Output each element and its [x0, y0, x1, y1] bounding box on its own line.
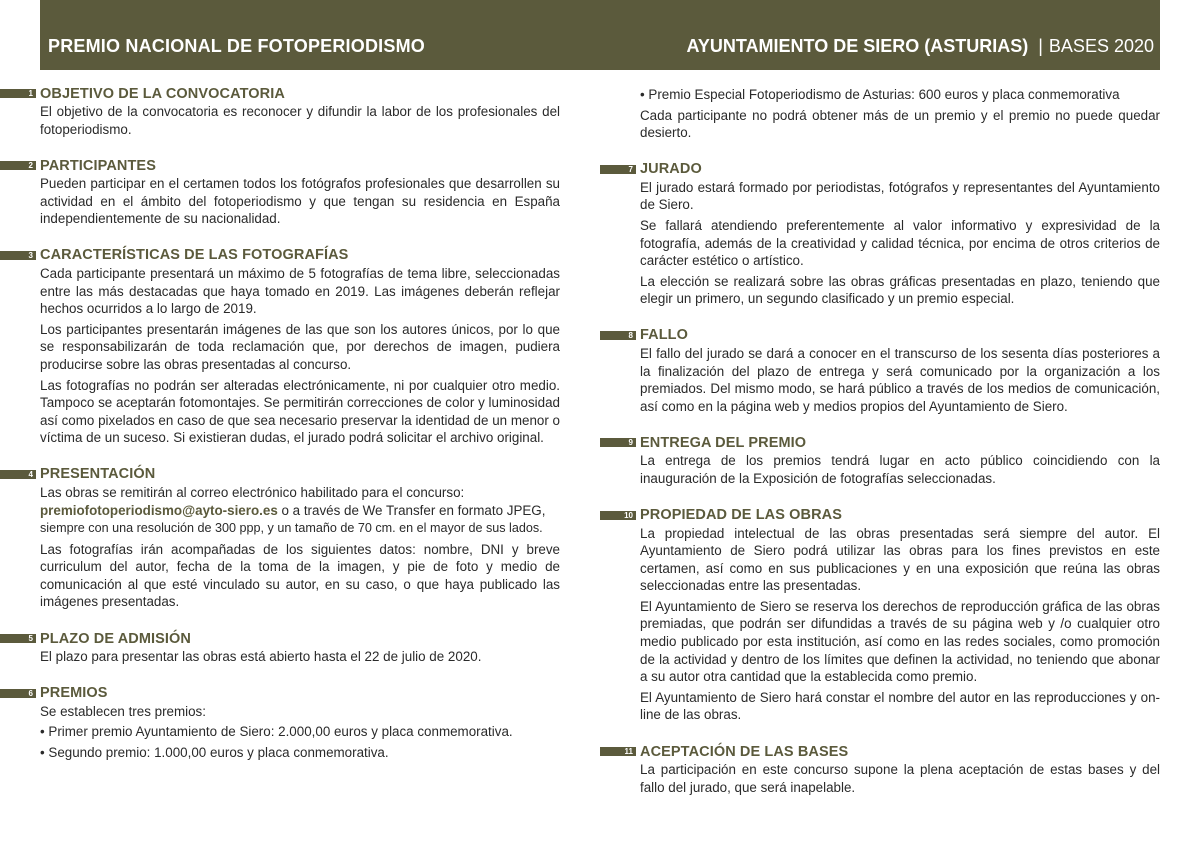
section-body: [40, 175, 560, 228]
paragraph: El fallo del jurado se dará a conocer en el transcurso de los sesenta días posteriores a la finalización del plazo de entrega y será comunicado por la organización a los premiados. Del mismo modo, se hará público a través de los medios de comunicación, así como en la página web y medios propios del Ayuntamiento de Siero.: [640, 345, 1160, 414]
paragraph-text: siempre con una resolución de 300 ppp, y un tamaño de 70 cm. en el mayor de sus lados.: [40, 521, 543, 536]
paragraph-text: o a través de We Transfer en formato JPEG,: [277, 502, 546, 518]
section-participantes: [0, 156, 560, 228]
section-number-badge: 8: [600, 331, 636, 340]
header-organization: AYUNTAMIENTO DE SIERO (ASTURIAS): [686, 36, 1029, 56]
email-link[interactable]: premiofotoperiodismo@ayto-siero.es: [40, 502, 278, 518]
section-title: PREMIOS: [40, 685, 108, 702]
section-body: [40, 703, 560, 762]
page-header: [40, 0, 1160, 70]
section-heading: [600, 742, 1160, 761]
paragraph: Se establecen tres premios:: [40, 703, 206, 719]
section-title: CARACTERÍSTICAS DE LAS FOTOGRAFÍAS: [40, 247, 349, 264]
section-premios: [0, 684, 560, 762]
paragraph-text: Las obras se remitirán al correo electrónico habilitado para el concurso:: [40, 484, 465, 500]
section-heading: [600, 506, 1160, 525]
section-heading: [0, 465, 560, 484]
section-body: [40, 265, 560, 447]
bullet-item: • Premio Especial Fotoperiodismo de Asturias: 600 euros y placa conmemorativa: [640, 87, 1120, 102]
paragraph: La entrega de los premios tendrá lugar en acto público coincidiendo con la inauguración de la Exposición de fotografías seleccionadas.: [640, 453, 1160, 486]
left-column: [0, 84, 560, 779]
paragraph: Los participantes presentarán imágenes de las que son los autores únicos, por lo que se responsabilizarán de toda reclamación que, por derechos de imagen, pudiera producirse sobre las obras presentadas al concurso.: [40, 321, 560, 372]
bullet-item: • Segundo premio: 1.000,00 euros y placa conmemorativa.: [40, 744, 389, 760]
section-title: FALLO: [640, 327, 689, 344]
paragraph: El objetivo de la convocatoria es reconocer y difundir la labor de los profesionales del fotoperiodismo.: [40, 104, 560, 137]
section-number-badge: 1: [0, 89, 36, 98]
paragraph: Cada participante no podrá obtener más de un premio y el premio no puede quedar desierto.: [640, 107, 1160, 141]
section-heading: [0, 246, 560, 265]
section-heading: [600, 326, 1160, 345]
section-body: [640, 452, 1160, 487]
paragraph: [40, 484, 560, 538]
section-number-badge: 5: [0, 634, 36, 643]
section-number-badge: 11: [600, 747, 636, 756]
section-heading: [0, 684, 560, 703]
section-number-badge: 2: [0, 161, 36, 170]
section-body: [640, 761, 1160, 796]
section-body: [640, 525, 1160, 725]
section-title: PRESENTACIÓN: [40, 466, 156, 483]
section-objetivo: [0, 84, 560, 138]
header-separator: |: [1038, 36, 1043, 56]
paragraph: El Ayuntamiento de Siero hará constar el nombre del autor en las reproducciones y on-line de las obras.: [640, 689, 1160, 723]
bullet-item: • Primer premio Ayuntamiento de Siero: 2.000,00 euros y placa conmemorativa.: [40, 724, 513, 740]
paragraph: La elección se realizará sobre las obras gráficas presentadas en plazo, teniendo que elegir un primero, un segundo clasificado y un premio especial.: [640, 273, 1160, 307]
section-title: JURADO: [640, 161, 702, 178]
paragraph: Las fotografías no podrán ser alteradas electrónicamente, ni por cualquier otro medio. Tampoco se aceptarán fotomontajes. Se permitirán correcciones de color y luminosidad así como pixelados en caso de que sea necesario preservar la identidad de un menor o víctima de un suceso. Si existieran dudas, el jurado podrá solicitar el archivo original.: [40, 377, 560, 446]
section-body: [40, 103, 560, 138]
section-body: [40, 484, 560, 611]
section-number-badge: 9: [600, 438, 636, 447]
section-number-badge: 7: [600, 165, 636, 174]
section-jurado: [600, 160, 1160, 308]
section-title: ACEPTACIÓN DE LAS BASES: [640, 743, 849, 760]
section-premios-continued: [600, 86, 1160, 142]
paragraph: La propiedad intelectual de las obras presentadas será siempre del autor. El Ayuntamiento de Siero podrá utilizar las obras para los fines previstos en este certamen, así como en sus publicaciones y en una exposición que reúna las obras seleccionadas entre las presentadas.: [640, 525, 1160, 594]
section-title: PARTICIPANTES: [40, 157, 156, 174]
paragraph: Se fallará atendiendo preferentemente al valor informativo y expresividad de la fotografía, además de la creatividad y calidad técnica, por encima de otros criterios de carácter estético o artístico.: [640, 217, 1160, 269]
paragraph: Las fotografías irán acompañadas de los siguientes datos: nombre, DNI y breve curriculum del autor, fecha de la toma de la imagen, y pie de foto y medio de comunicación al que esté vinculado su autor, en su caso, o que haya publicado las imágenes presentadas.: [40, 541, 560, 610]
section-number-badge: 10: [600, 511, 636, 520]
header-subtitle: BASES 2020: [1048, 36, 1154, 56]
section-propiedad: [600, 506, 1160, 725]
section-plazo: [0, 629, 560, 666]
paragraph: El Ayuntamiento de Siero se reserva los derechos de reproducción gráfica de las obras premiadas, que podrán ser difundidas a través de su página web y /o cualquier otro medio publicado por esta institución, así como en las redes sociales, como promoción de la actividad y dentro de los límites que definen la actividad, no teniendo que abonar a su autor otra cantidad que la establecida como premio.: [640, 598, 1160, 685]
paragraph: Pueden participar en el certamen todos los fotógrafos profesionales que desarrollen su actividad en el ámbito del fotoperiodismo y que tengan su residencia en España independientemente de su nacionalidad.: [40, 176, 560, 227]
section-aceptacion: [600, 742, 1160, 796]
section-title: ENTREGA DEL PREMIO: [640, 434, 807, 451]
section-number-badge: 3: [0, 251, 36, 260]
section-heading: [600, 160, 1160, 179]
section-entrega: [600, 433, 1160, 487]
section-presentacion: [0, 465, 560, 611]
section-caracteristicas: [0, 246, 560, 447]
section-heading: [0, 84, 560, 103]
section-heading: [600, 433, 1160, 452]
section-body: [40, 648, 560, 666]
section-body: [640, 179, 1160, 308]
paragraph: La participación en este concurso supone la plena aceptación de estas bases y del fallo del jurado, que será inapelable.: [640, 762, 1160, 795]
section-body: [640, 345, 1160, 415]
header-title: PREMIO NACIONAL DE FOTOPERIODISMO: [48, 36, 425, 56]
section-fallo: [600, 326, 1160, 415]
paragraph: Cada participante presentará un máximo de 5 fotografías de tema libre, seleccionadas entre las más destacadas que haya tomado en 2019. Las imágenes deberán reflejar hechos ocurridos a lo largo de 2019.: [40, 265, 560, 317]
section-title: PLAZO DE ADMISIÓN: [40, 630, 191, 647]
section-number-badge: 6: [0, 689, 36, 698]
paragraph: El jurado estará formado por periodistas, fotógrafos y representantes del Ayuntamiento de Siero.: [640, 179, 1160, 213]
paragraph: El plazo para presentar las obras está abierto hasta el 22 de julio de 2020.: [40, 649, 482, 665]
section-title: PROPIEDAD DE LAS OBRAS: [640, 507, 842, 523]
section-heading: [0, 629, 560, 648]
section-title: OBJETIVO DE LA CONVOCATORIA: [40, 85, 285, 102]
header-right: [687, 36, 1154, 57]
section-number-badge: 4: [0, 470, 36, 479]
section-heading: [0, 156, 560, 175]
section-body: [640, 86, 1160, 142]
right-column: [600, 86, 1160, 814]
